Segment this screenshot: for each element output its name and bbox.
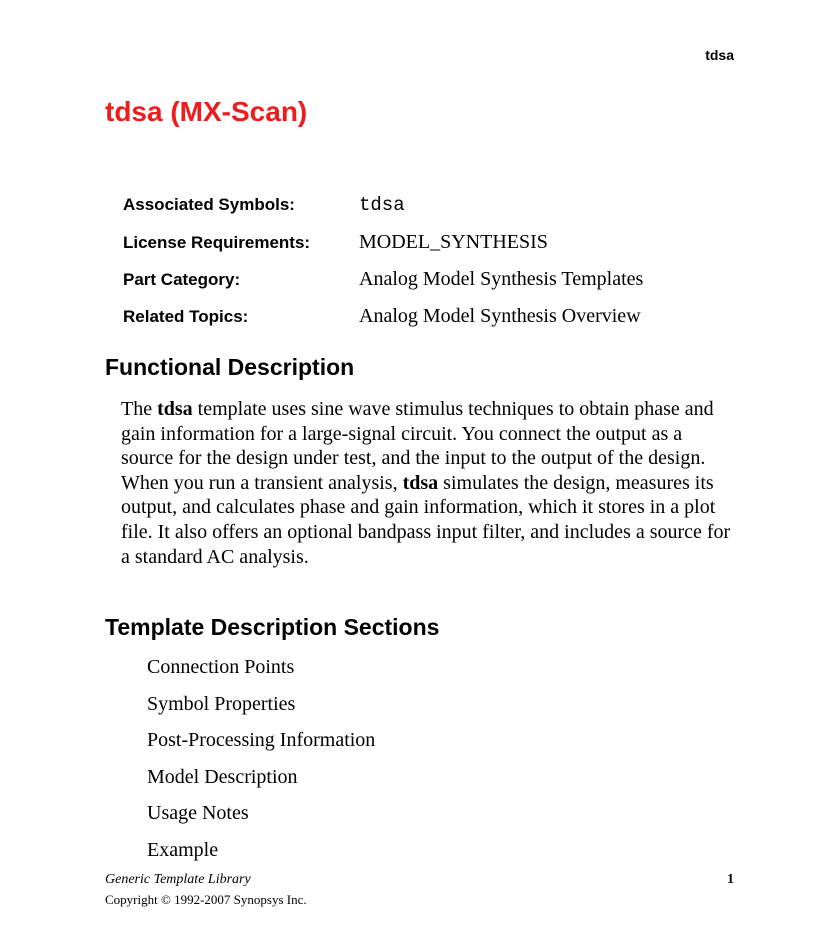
template-sections-heading: Template Description Sections (105, 614, 440, 640)
page-title: tdsa (MX-Scan) (105, 96, 308, 127)
template-sections-list (147, 655, 375, 875)
property-value: tdsa (359, 194, 405, 216)
property-row-related-topics (123, 305, 643, 342)
desc-keyword: tdsa (157, 398, 193, 420)
section-link-usage-notes[interactable]: Usage Notes (147, 802, 249, 825)
footer-library-name: Generic Template Library (105, 872, 251, 887)
desc-text: The (121, 398, 158, 420)
property-label: Related Topics: (123, 307, 249, 326)
property-label: Part Category: (123, 270, 241, 289)
section-link-symbol-properties[interactable]: Symbol Properties (147, 692, 296, 715)
section-link-example[interactable]: Example (147, 838, 219, 861)
desc-text: template uses sine wave stimulus techniques to obtain phase and gain information for a large-signal circuit. You connect the output as a source for the design under test, and the input to the output of the design. When you run a transient analysis, (121, 398, 714, 494)
section-link-connection-points[interactable]: Connection Points (147, 656, 295, 678)
page-number: 1 (727, 872, 734, 887)
property-row-part-category (123, 268, 643, 305)
property-value-link[interactable]: Analog Model Synthesis Overview (359, 305, 641, 327)
functional-description-heading: Functional Description (105, 354, 355, 380)
desc-text: simulates the design, measures its output, and calculates phase and gain information, which it stores in a plot file. It also offers an optional bandpass input filter, and includes a source for a standard AC analysis. (121, 471, 731, 568)
running-head: tdsa (705, 47, 734, 63)
properties-table (123, 194, 643, 342)
functional-description-text (121, 397, 735, 569)
section-link-model-description[interactable]: Model Description (147, 765, 298, 788)
property-value-link[interactable]: Analog Model Synthesis Templates (359, 268, 644, 290)
property-label: License Requirements: (123, 233, 311, 252)
property-value: MODEL_SYNTHESIS (359, 231, 548, 253)
desc-keyword: tdsa (402, 471, 439, 494)
property-row-license-requirements (123, 231, 643, 268)
property-row-associated-symbols (123, 194, 643, 231)
section-link-post-processing[interactable]: Post-Processing Information (147, 729, 376, 752)
property-label: Associated Symbols: (123, 195, 295, 214)
footer-copyright: Copyright © 1992-2007 Synopsys Inc. (105, 892, 307, 907)
